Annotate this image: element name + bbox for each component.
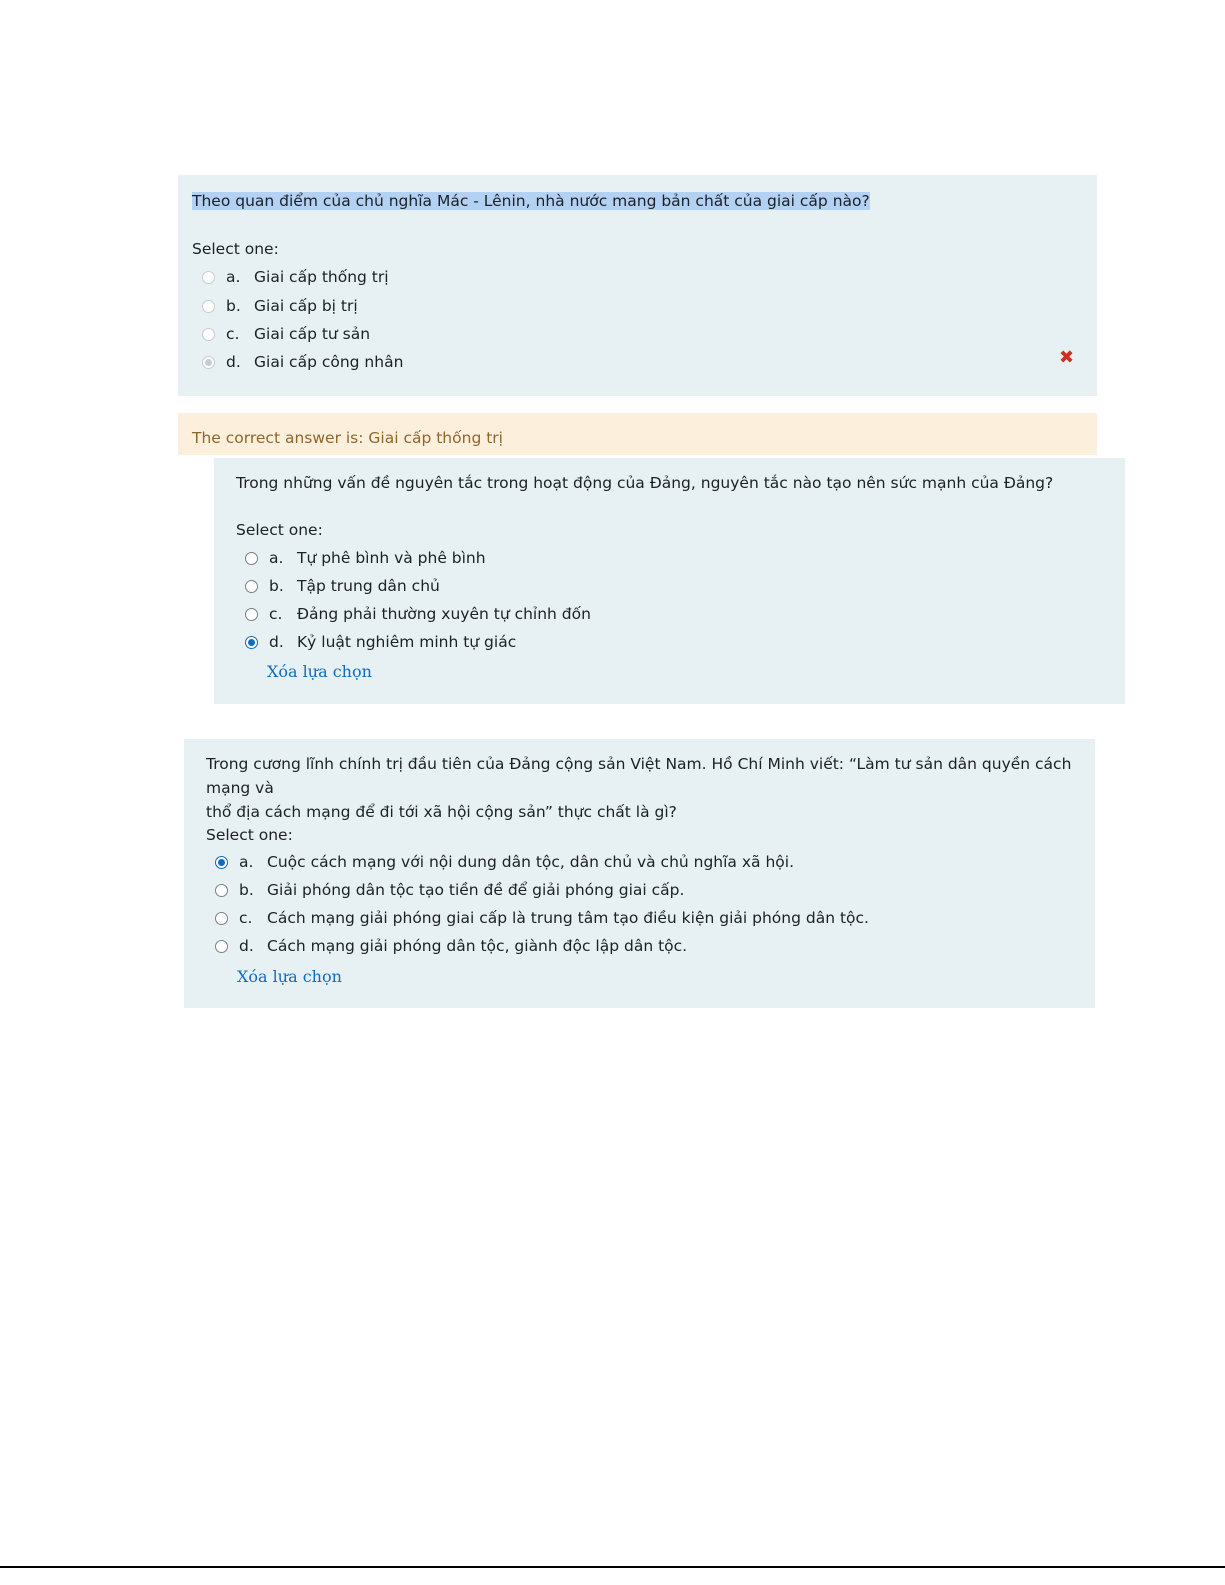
q1-option-b[interactable] (202, 294, 358, 318)
option-letter: b. (239, 881, 254, 899)
option-letter: d. (239, 937, 254, 955)
q2-option-d[interactable] (245, 630, 516, 654)
radio-button[interactable] (245, 608, 258, 621)
select-one-label: Select one: (206, 826, 293, 844)
option-letter: d. (226, 353, 241, 371)
option-text: Đảng phải thường xuyên tự chỉnh đốn (297, 605, 591, 623)
question-3-line-1: Trong cương lĩnh chính trị đầu tiên của Đảng cộng sản Việt Nam. Hồ Chí Minh viết: “Làm tư sản dân quyền cách mạng và (206, 755, 1072, 797)
q1-option-c[interactable] (202, 322, 370, 346)
option-letter: c. (269, 605, 283, 623)
select-one-label: Select one: (192, 240, 279, 258)
q3-option-b[interactable] (215, 878, 684, 902)
option-letter: b. (269, 577, 284, 595)
q3-option-a[interactable] (215, 850, 794, 874)
option-text: Giai cấp tư sản (254, 325, 371, 343)
option-letter: a. (239, 853, 254, 871)
radio-button[interactable] (202, 300, 215, 313)
clear-choice-link[interactable]: Xóa lựa chọn (267, 662, 372, 681)
q3-option-c[interactable] (215, 906, 869, 930)
q1-option-a[interactable] (202, 265, 389, 289)
option-text: Giai cấp công nhân (254, 353, 404, 371)
q1-option-d[interactable] (202, 350, 403, 374)
option-text: Giai cấp bị trị (254, 297, 358, 315)
clear-choice-link[interactable]: Xóa lựa chọn (237, 967, 342, 986)
radio-button[interactable] (245, 552, 258, 565)
option-text: Giai cấp thống trị (254, 268, 389, 286)
option-letter: c. (239, 909, 253, 927)
page-bottom-border (0, 1566, 1225, 1568)
question-1-card (178, 175, 1097, 396)
select-one-label: Select one: (236, 521, 323, 539)
radio-button[interactable] (245, 636, 258, 649)
radio-button[interactable] (215, 856, 228, 869)
radio-button[interactable] (215, 912, 228, 925)
option-letter: a. (226, 268, 241, 286)
question-2-card (214, 458, 1125, 704)
question-1-text: Theo quan điểm của chủ nghĩa Mác - Lênin, nhà nước mang bản chất của giai cấp nào? (192, 192, 870, 210)
question-3-text (206, 752, 1095, 824)
radio-button[interactable] (215, 884, 228, 897)
option-letter: b. (226, 297, 241, 315)
q3-option-d[interactable] (215, 934, 687, 958)
correct-answer-text: The correct answer is: Giai cấp thống trị (192, 429, 503, 447)
option-text: Cách mạng giải phóng giai cấp là trung tâm tạo điều kiện giải phóng dân tộc. (267, 909, 869, 927)
radio-button[interactable] (202, 271, 215, 284)
q2-option-a[interactable] (245, 546, 486, 570)
option-text: Tự phê bình và phê bình (297, 549, 486, 567)
q2-option-c[interactable] (245, 602, 591, 626)
radio-button[interactable] (202, 328, 215, 341)
option-text: Giải phóng dân tộc tạo tiền đề để giải phóng giai cấp. (267, 881, 685, 899)
question-3-card (184, 739, 1095, 1008)
radio-button[interactable] (202, 356, 215, 369)
option-letter: c. (226, 325, 240, 343)
radio-button[interactable] (245, 580, 258, 593)
option-letter: d. (269, 633, 284, 651)
question-3-line-2: thổ địa cách mạng để đi tới xã hội cộng sản” thực chất là gì? (206, 803, 677, 821)
option-text: Cách mạng giải phóng dân tộc, giành độc lập dân tộc. (267, 937, 688, 955)
option-letter: a. (269, 549, 284, 567)
option-text: Cuộc cách mạng với nội dung dân tộc, dân chủ và chủ nghĩa xã hội. (267, 853, 794, 871)
option-text: Kỷ luật nghiêm minh tự giác (297, 633, 517, 651)
q2-option-b[interactable] (245, 574, 440, 598)
option-text: Tập trung dân chủ (297, 577, 440, 595)
incorrect-icon: ✖ (1059, 347, 1075, 368)
radio-button[interactable] (215, 940, 228, 953)
question-2-text: Trong những vấn đề nguyên tắc trong hoạt động của Đảng, nguyên tắc nào tạo nên sức mạnh của Đảng? (236, 474, 1054, 492)
q1-feedback (178, 413, 1097, 455)
